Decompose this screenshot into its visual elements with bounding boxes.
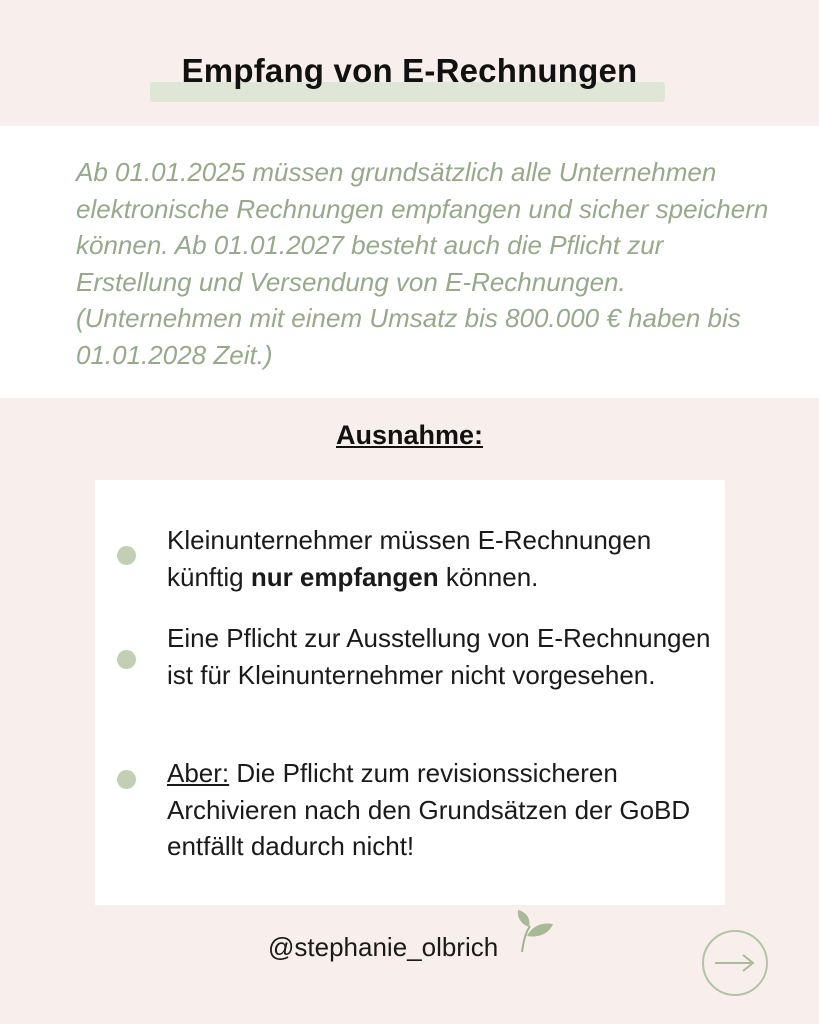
list-item <box>167 755 712 865</box>
item-emphasis: nur empfangen <box>250 561 439 592</box>
item-text: Die Pflicht zum revisionssicheren Archivieren nach den Grundsätzen der GoBD entfällt dadurch nicht! <box>167 758 691 861</box>
arrow-right-icon <box>713 953 757 973</box>
list-item <box>167 620 712 693</box>
item-text: Eine Pflicht zur Ausstellung von E-Rechnungen ist für Kleinunternehmer nicht vorgesehen. <box>167 623 711 690</box>
item-label: Aber: <box>167 758 230 788</box>
bullet-dot <box>117 650 136 669</box>
item-text: Kleinunternehmer müssen E-Rechnungen künftig <box>167 525 652 592</box>
author-handle: @stephanie_olbrich <box>268 932 499 962</box>
bullet-dot <box>117 546 136 565</box>
page-title: Empfang von E-Rechnungen <box>181 52 638 89</box>
list-item <box>167 522 712 595</box>
title-area <box>0 52 819 90</box>
bullet-dot <box>117 770 136 789</box>
intro-text: Ab 01.01.2025 müssen grundsätzlich alle Unternehmen elektronische Rechnungen empfangen und sicher speichern können. Ab 01.01.2027 besteht auch die Pflicht zur Erstellung und Versendung von E-Rechnungen. (Unternehmen mit einem Umsatz bis 800.000 € haben bis 01.01.2028 Zeit.) <box>76 157 769 370</box>
next-button[interactable] <box>702 930 768 996</box>
intro-panel <box>0 126 819 398</box>
exception-card <box>95 480 725 905</box>
exception-heading: Ausnahme: <box>335 420 484 450</box>
item-text: können. <box>438 561 539 592</box>
leaf-icon <box>514 908 556 959</box>
